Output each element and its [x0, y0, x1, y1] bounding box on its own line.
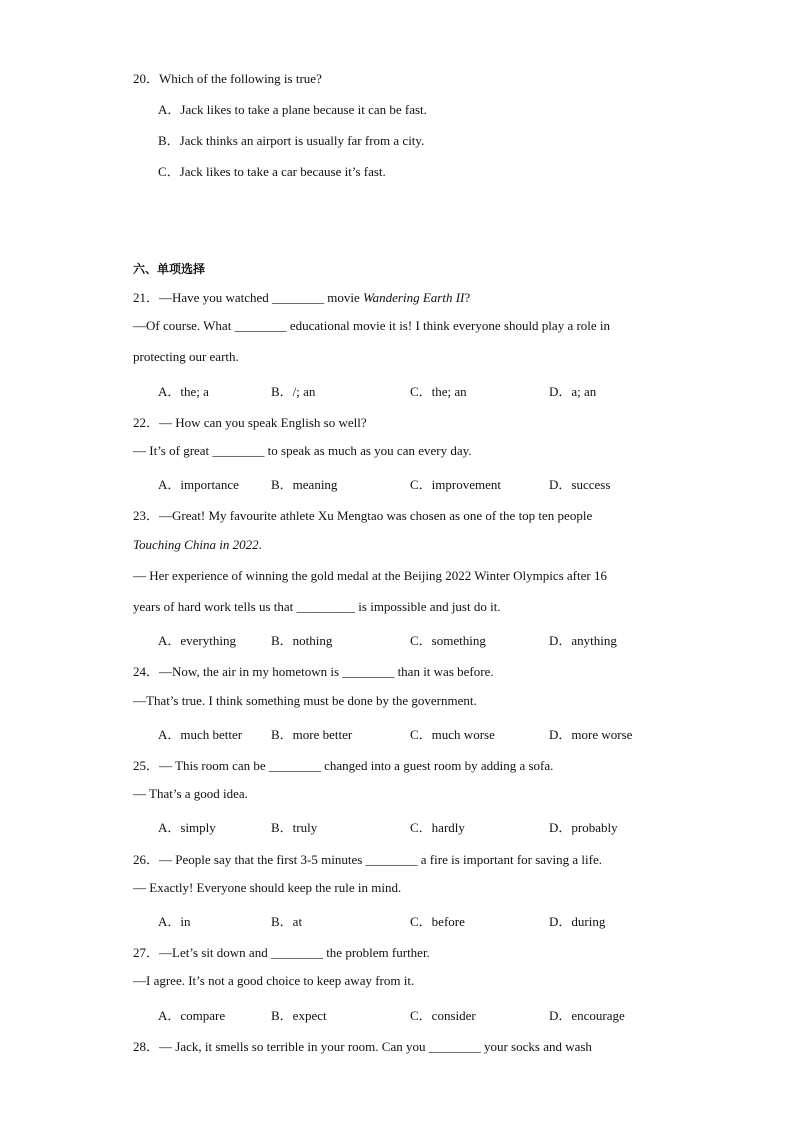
- section-title: 六、单项选择: [133, 262, 206, 276]
- option-d: [549, 381, 596, 400]
- italic-title: Touching China in 2022: [133, 537, 259, 552]
- question-number: 28．: [133, 1039, 160, 1054]
- option-text: meaning: [292, 477, 338, 492]
- option-d: [549, 817, 618, 836]
- question-25-line2: — That’s a good idea.: [133, 786, 248, 801]
- question-text: Which of the following is true?: [159, 71, 322, 86]
- option-text: during: [571, 914, 606, 929]
- option-d: [549, 911, 605, 930]
- option-b: [271, 381, 315, 400]
- question-23-line1: [133, 505, 592, 524]
- option-key: D．: [549, 384, 572, 399]
- option-key: A．: [158, 820, 181, 835]
- option-key: A．: [158, 633, 181, 648]
- option-key: A．: [158, 1008, 181, 1023]
- option-c: [410, 724, 495, 743]
- option-key: C．: [158, 164, 180, 179]
- option-b: [158, 130, 424, 149]
- option-b: [271, 724, 352, 743]
- option-key: C．: [410, 727, 432, 742]
- question-22-line1: [133, 412, 367, 431]
- option-key: C．: [410, 477, 432, 492]
- option-d: [549, 724, 632, 743]
- option-text: compare: [180, 1008, 226, 1023]
- option-b: [271, 911, 302, 930]
- option-key: D．: [549, 727, 572, 742]
- question-text: —Now, the air in my hometown is ________ than it was before.: [159, 664, 494, 679]
- option-text: Jack thinks an airport is usually far from a city.: [179, 133, 425, 148]
- option-a: [158, 817, 216, 836]
- option-text: before: [431, 914, 465, 929]
- question-25-line1: [133, 755, 553, 774]
- option-c: [410, 911, 465, 930]
- question-number: 26．: [133, 852, 160, 867]
- option-text: /; an: [292, 384, 316, 399]
- option-key: B．: [271, 1008, 293, 1023]
- option-text: a; an: [571, 384, 597, 399]
- question-number: 21．: [133, 290, 160, 305]
- option-key: C．: [410, 633, 432, 648]
- question-number: 23．: [133, 508, 160, 523]
- option-key: B．: [158, 133, 180, 148]
- option-key: C．: [410, 820, 432, 835]
- option-text: improvement: [431, 477, 501, 492]
- option-key: B．: [271, 633, 293, 648]
- option-d: [549, 1005, 625, 1024]
- option-text: probably: [571, 820, 618, 835]
- question-23-line4: years of hard work tells us that _________ is impossible and just do it.: [133, 599, 501, 614]
- option-text: more worse: [571, 727, 633, 742]
- option-c: [410, 381, 467, 400]
- option-b: [271, 630, 332, 649]
- question-28-line1: [133, 1036, 592, 1055]
- option-key: A．: [158, 102, 181, 117]
- option-d: [549, 474, 610, 493]
- question-text: .: [258, 537, 262, 552]
- question-number: 20．: [133, 71, 160, 86]
- question-24-line1: [133, 661, 494, 680]
- option-b: [271, 1005, 327, 1024]
- question-23-line3: — Her experience of winning the gold medal at the Beijing 2022 Winter Olympics after 16: [133, 568, 607, 583]
- option-text: nothing: [292, 633, 333, 648]
- option-key: B．: [271, 820, 293, 835]
- option-key: B．: [271, 727, 293, 742]
- option-text: much worse: [431, 727, 495, 742]
- question-text: —Have you watched ________ movie: [159, 290, 363, 305]
- option-key: D．: [549, 914, 572, 929]
- option-a: [158, 724, 242, 743]
- option-key: A．: [158, 727, 181, 742]
- option-text: consider: [431, 1008, 476, 1023]
- option-key: D．: [549, 820, 572, 835]
- option-text: more better: [292, 727, 353, 742]
- question-text: —Let’s sit down and ________ the problem further.: [159, 945, 430, 960]
- option-key: C．: [410, 914, 432, 929]
- option-c: [410, 817, 465, 836]
- option-key: C．: [410, 1008, 432, 1023]
- option-b: [271, 817, 317, 836]
- option-a: [158, 630, 236, 649]
- option-c: [410, 630, 486, 649]
- question-24-line2: —That’s true. I think something must be done by the government.: [133, 693, 477, 708]
- option-key: A．: [158, 384, 181, 399]
- option-key: B．: [271, 384, 293, 399]
- question-text: — People say that the first 3-5 minutes ________ a fire is important for saving a life.: [159, 852, 603, 867]
- option-key: B．: [271, 477, 293, 492]
- question-number: 27．: [133, 945, 160, 960]
- question-text: —Great! My favourite athlete Xu Mengtao was chosen as one of the top ten people: [159, 508, 593, 523]
- option-text: success: [571, 477, 611, 492]
- option-key: B．: [271, 914, 293, 929]
- option-c: [410, 1005, 476, 1024]
- option-text: anything: [571, 633, 617, 648]
- question-26-line1: [133, 849, 602, 868]
- question-text: — How can you speak English so well?: [159, 415, 367, 430]
- option-key: A．: [158, 477, 181, 492]
- option-key: A．: [158, 914, 181, 929]
- option-text: expect: [292, 1008, 327, 1023]
- option-text: Jack likes to take a plane because it can be fast.: [180, 102, 427, 117]
- question-text: — This room can be ________ changed into a guest room by adding a sofa.: [159, 758, 554, 773]
- question-text: — Jack, it smells so terrible in your room. Can you ________ your socks and wash: [159, 1039, 592, 1054]
- option-b: [271, 474, 337, 493]
- option-text: encourage: [571, 1008, 625, 1023]
- question-27-line2: —I agree. It’s not a good choice to keep away from it.: [133, 973, 415, 988]
- option-text: something: [431, 633, 486, 648]
- option-c: [410, 474, 501, 493]
- question-20-stem: [133, 68, 322, 87]
- option-text: everything: [180, 633, 236, 648]
- option-text: truly: [292, 820, 318, 835]
- option-a: [158, 1005, 225, 1024]
- option-text: Jack likes to take a car because it’s fast.: [179, 164, 386, 179]
- option-text: the; a: [180, 384, 209, 399]
- question-26-line2: — Exactly! Everyone should keep the rule in mind.: [133, 880, 402, 895]
- option-text: hardly: [431, 820, 465, 835]
- option-text: importance: [180, 477, 239, 492]
- option-text: at: [292, 914, 303, 929]
- option-a: [158, 381, 209, 400]
- question-21-line2: —Of course. What ________ educational movie it is! I think everyone should play a role in: [133, 318, 611, 333]
- question-number: 24．: [133, 664, 160, 679]
- question-number: 22．: [133, 415, 160, 430]
- question-21-line3: protecting our earth.: [133, 349, 239, 364]
- option-a: [158, 474, 239, 493]
- option-key: C．: [410, 384, 432, 399]
- option-a: [158, 99, 427, 118]
- option-key: D．: [549, 1008, 572, 1023]
- option-d: [549, 630, 617, 649]
- question-number: 25．: [133, 758, 160, 773]
- option-text: the; an: [431, 384, 467, 399]
- question-text: ?: [464, 290, 471, 305]
- option-text: much better: [180, 727, 243, 742]
- movie-title: Wandering Earth II: [363, 290, 465, 305]
- question-27-line1: [133, 942, 430, 961]
- option-text: simply: [180, 820, 216, 835]
- option-c: [158, 161, 386, 180]
- option-key: D．: [549, 477, 572, 492]
- option-key: D．: [549, 633, 572, 648]
- option-text: in: [180, 914, 191, 929]
- option-a: [158, 911, 191, 930]
- question-23-line2: [133, 537, 262, 553]
- question-21-line1: [133, 287, 470, 306]
- question-22-line2: — It’s of great ________ to speak as much as you can every day.: [133, 443, 472, 458]
